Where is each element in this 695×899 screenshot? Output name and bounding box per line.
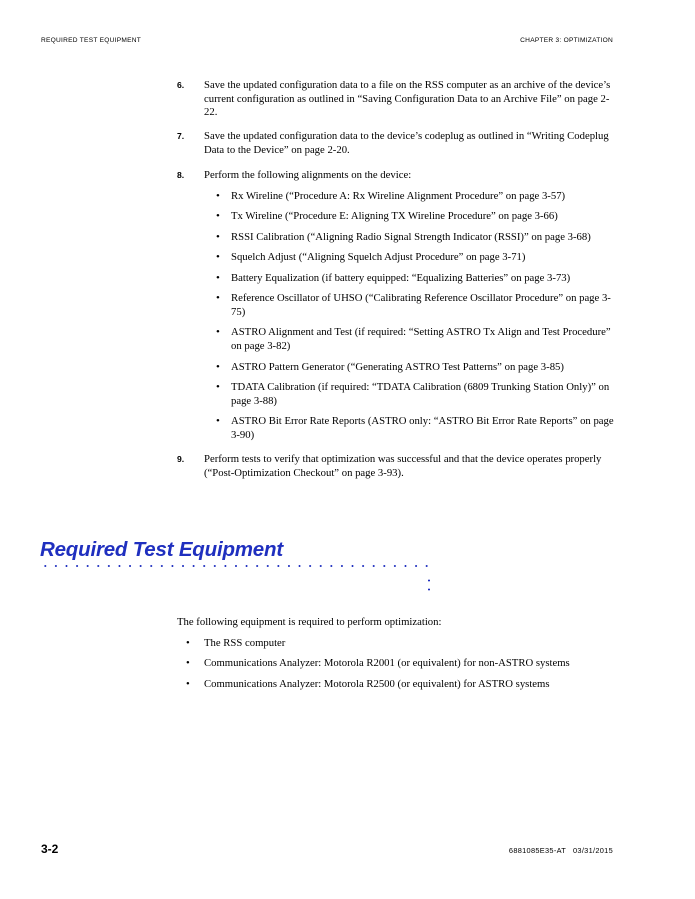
bullet-icon: •	[186, 678, 190, 690]
step-number: 8.	[177, 170, 185, 180]
step-number: 6.	[177, 80, 185, 90]
step-text: Perform tests to verify that optimization was successful and that the device operates properly (“Post-Optimization Checkout” on page 3-93).	[204, 453, 602, 479]
step-number: 7.	[177, 131, 185, 141]
step-text: Save the updated configuration data to a file on the RSS computer as an archive of the device’s current configuration as outlined in “Saving Configuration Data to an Archive File” on page 2-22.	[204, 79, 611, 119]
dotted-rule-divider	[40, 565, 435, 567]
section-intro: The following equipment is required to perform optimization:	[177, 616, 442, 628]
alignment-text: ASTRO Bit Error Rate Reports (ASTRO only: “ASTRO Bit Error Rate Reports” on page 3-90)	[231, 415, 614, 441]
bullet-icon: •	[216, 190, 220, 202]
step-text: Perform the following alignments on the device:	[204, 169, 412, 181]
page-number: 3-2	[41, 842, 59, 856]
bullet-icon: •	[216, 326, 220, 338]
bullet-icon: •	[216, 292, 220, 304]
bullet-icon: •	[216, 251, 220, 263]
bullet-icon: •	[216, 381, 220, 393]
alignment-text: Squelch Adjust (“Aligning Squelch Adjust Procedure” on page 3-71)	[231, 251, 526, 263]
equipment-text: Communications Analyzer: Motorola R2500 (or equivalent) for ASTRO systems	[204, 678, 550, 690]
alignment-text: ASTRO Alignment and Test (if required: “Setting ASTRO Tx Align and Test Procedure” on page 3-82)	[231, 326, 611, 352]
equipment-text: Communications Analyzer: Motorola R2001 (or equivalent) for non-ASTRO systems	[204, 657, 570, 669]
running-header-chapter: CHAPTER 3: OPTIMIZATION	[520, 37, 613, 44]
bullet-icon: •	[216, 415, 220, 427]
alignment-text: Rx Wireline (“Procedure A: Rx Wireline Alignment Procedure” on page 3-57)	[231, 190, 566, 202]
alignment-text: Tx Wireline (“Procedure E: Aligning TX Wireline Procedure” on page 3-66)	[231, 210, 558, 222]
alignment-text: RSSI Calibration (“Aligning Radio Signal Strength Indicator (RSSI)” on page 3-68)	[231, 231, 591, 243]
bullet-icon: •	[216, 231, 220, 243]
bullet-icon: •	[216, 361, 220, 373]
alignment-text: Reference Oscillator of UHSO (“Calibrating Reference Oscillator Procedure” on page 3-75)	[231, 292, 611, 318]
equipment-text: The RSS computer	[204, 637, 286, 649]
step-number: 9.	[177, 454, 185, 464]
bullet-icon: •	[216, 272, 220, 284]
step-text: Save the updated configuration data to the device’s codeplug as outlined in “Writing Codeplug Data to the Device” on page 2-20.	[204, 130, 609, 156]
bullet-icon: •	[186, 657, 190, 669]
document-id: 6881085E35-AT 03/31/2015	[508, 846, 613, 855]
bullet-icon: •	[216, 210, 220, 222]
alignment-text: TDATA Calibration (if required: “TDATA Calibration (6809 Trunking Station Only)” on page 3-88)	[231, 381, 610, 407]
running-header-section: REQUIRED TEST EQUIPMENT	[41, 37, 142, 44]
alignment-text: ASTRO Pattern Generator (“Generating ASTRO Test Patterns” on page 3-85)	[231, 361, 564, 373]
dotted-rule-corner	[428, 576, 430, 592]
alignment-text: Battery Equalization (if battery equipped: “Equalizing Batteries” on page 3-73)	[231, 272, 571, 284]
bullet-icon: •	[186, 637, 190, 649]
section-heading: Required Test Equipment	[40, 538, 283, 561]
